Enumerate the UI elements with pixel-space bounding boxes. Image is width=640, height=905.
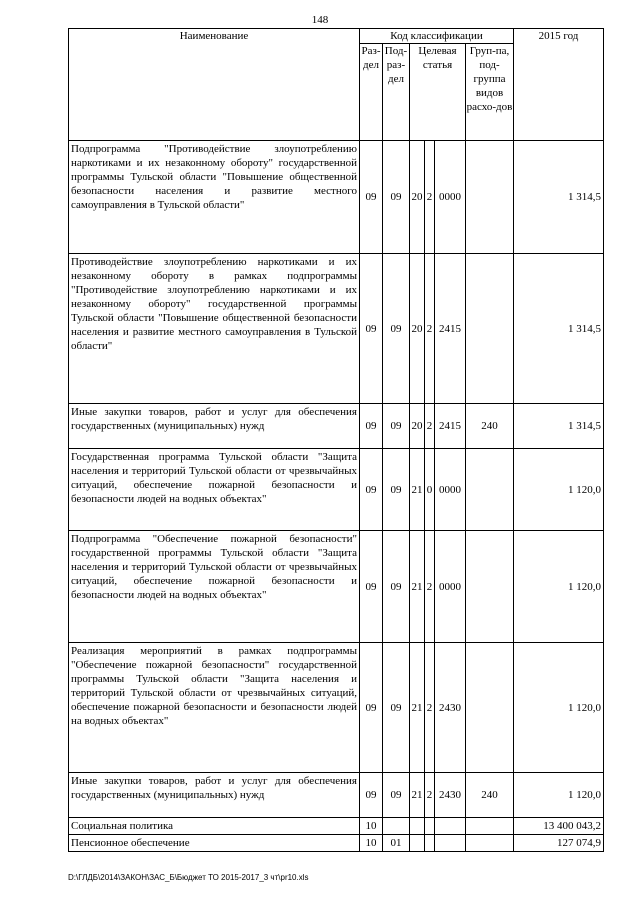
row-razdel: 09 bbox=[360, 449, 383, 531]
row-podrazdel: 09 bbox=[383, 643, 410, 773]
table-row bbox=[69, 404, 604, 449]
row-vid-rashodov: 240 bbox=[466, 773, 514, 818]
row-cs-code: 2415 bbox=[435, 404, 466, 449]
col-header-gruppa: Груп-па, под-группа видов расхо-дов bbox=[466, 44, 514, 141]
file-path-footer: D:\ГЛДБ\2014\ЗАКОН\ЗАС_Б\Бюджет ТО 2015-2017_3 чт\pr10.xls bbox=[68, 873, 309, 882]
row-cs-program bbox=[410, 818, 425, 835]
row-name: Реализация мероприятий в рамках подпрограммы "Обеспечение пожарной безопасности" государственной программы Тульской области "Защита населения и территорий Тульской области от чрезвычайных ситуаций, обеспечение пожарной безопасности и безопасности людей на водных объектах" bbox=[69, 643, 360, 773]
row-vid-rashodov: 240 bbox=[466, 404, 514, 449]
page-number: 148 bbox=[311, 14, 329, 26]
row-cs-program: 21 bbox=[410, 531, 425, 643]
row-vid-rashodov bbox=[466, 449, 514, 531]
row-vid-rashodov bbox=[466, 254, 514, 404]
row-razdel: 09 bbox=[360, 254, 383, 404]
row-podrazdel: 09 bbox=[383, 773, 410, 818]
row-podrazdel: 01 bbox=[383, 835, 410, 852]
row-sum: 1 314,5 bbox=[514, 404, 604, 449]
row-cs-code: 0000 bbox=[435, 531, 466, 643]
table-row bbox=[69, 835, 604, 852]
table-row bbox=[69, 531, 604, 643]
table-row bbox=[69, 773, 604, 818]
row-podrazdel: 09 bbox=[383, 531, 410, 643]
table-row bbox=[69, 449, 604, 531]
budget-table bbox=[68, 28, 604, 852]
row-name: Подпрограмма "Обеспечение пожарной безопасности" государственной программы Тульской области "Защита населения и территорий Тульской области от чрезвычайных ситуаций, обеспечение пожарной безопасности и безопасности людей на водных объектах" bbox=[69, 531, 360, 643]
row-vid-rashodov bbox=[466, 818, 514, 835]
row-razdel: 09 bbox=[360, 404, 383, 449]
row-sum: 1 314,5 bbox=[514, 141, 604, 254]
row-cs-code: 2415 bbox=[435, 254, 466, 404]
row-cs-code: 0000 bbox=[435, 449, 466, 531]
row-podrazdel bbox=[383, 818, 410, 835]
row-name: Пенсионное обеспечение bbox=[69, 835, 360, 852]
row-name: Противодействие злоупотреблению наркотиками и их незаконному обороту в рамках подпрограммы "Противодействие злоупотреблению наркотиками и их незаконному обороту" государственной программы Тульской области "Повышение общественной безопасности населения и развитие местного самоуправления в Тульской области" bbox=[69, 254, 360, 404]
col-header-year: 2015 год bbox=[514, 29, 604, 141]
row-podrazdel: 09 bbox=[383, 404, 410, 449]
row-cs-subprogram bbox=[425, 818, 435, 835]
row-cs-program bbox=[410, 835, 425, 852]
row-vid-rashodov bbox=[466, 531, 514, 643]
row-name: Социальная политика bbox=[69, 818, 360, 835]
row-cs-program: 20 bbox=[410, 254, 425, 404]
row-cs-subprogram: 2 bbox=[425, 773, 435, 818]
row-cs-subprogram: 2 bbox=[425, 141, 435, 254]
row-cs-subprogram: 0 bbox=[425, 449, 435, 531]
table-row bbox=[69, 818, 604, 835]
row-vid-rashodov bbox=[466, 835, 514, 852]
row-sum: 1 120,0 bbox=[514, 449, 604, 531]
row-podrazdel: 09 bbox=[383, 449, 410, 531]
row-cs-program: 21 bbox=[410, 643, 425, 773]
row-sum: 1 120,0 bbox=[514, 643, 604, 773]
row-cs-program: 20 bbox=[410, 141, 425, 254]
row-cs-code: 0000 bbox=[435, 141, 466, 254]
row-sum: 13 400 043,2 bbox=[514, 818, 604, 835]
table-row bbox=[69, 643, 604, 773]
col-header-tselevaya: Целевая статья bbox=[410, 44, 466, 141]
row-razdel: 09 bbox=[360, 643, 383, 773]
col-header-code-group: Код классификации bbox=[360, 29, 514, 44]
row-cs-program: 21 bbox=[410, 773, 425, 818]
row-cs-program: 21 bbox=[410, 449, 425, 531]
row-podrazdel: 09 bbox=[383, 254, 410, 404]
row-sum: 1 120,0 bbox=[514, 531, 604, 643]
row-razdel: 10 bbox=[360, 835, 383, 852]
row-cs-code: 2430 bbox=[435, 643, 466, 773]
row-name: Иные закупки товаров, работ и услуг для обеспечения государственных (муниципальных) нужд bbox=[69, 773, 360, 818]
row-sum: 1 314,5 bbox=[514, 254, 604, 404]
row-razdel: 09 bbox=[360, 773, 383, 818]
row-vid-rashodov bbox=[466, 643, 514, 773]
row-cs-program: 20 bbox=[410, 404, 425, 449]
col-header-podrazdel: Под-раз-дел bbox=[383, 44, 410, 141]
row-cs-subprogram: 2 bbox=[425, 531, 435, 643]
row-razdel: 09 bbox=[360, 141, 383, 254]
row-cs-subprogram: 2 bbox=[425, 404, 435, 449]
row-name: Подпрограмма "Противодействие злоупотреблению наркотиками и их незаконному обороту" государственной программы Тульской области "Повышение общественной безопасности населения и развитие местного самоуправления в Тульской области" bbox=[69, 141, 360, 254]
row-razdel: 09 bbox=[360, 531, 383, 643]
table-row bbox=[69, 254, 604, 404]
row-razdel: 10 bbox=[360, 818, 383, 835]
row-cs-subprogram: 2 bbox=[425, 254, 435, 404]
row-cs-subprogram bbox=[425, 835, 435, 852]
table-row bbox=[69, 141, 604, 254]
row-cs-code: 2430 bbox=[435, 773, 466, 818]
row-vid-rashodov bbox=[466, 141, 514, 254]
row-cs-subprogram: 2 bbox=[425, 643, 435, 773]
row-name: Иные закупки товаров, работ и услуг для обеспечения государственных (муниципальных) нужд bbox=[69, 404, 360, 449]
row-cs-code bbox=[435, 818, 466, 835]
row-sum: 127 074,9 bbox=[514, 835, 604, 852]
row-podrazdel: 09 bbox=[383, 141, 410, 254]
col-header-razdel: Раз-дел bbox=[360, 44, 383, 141]
row-name: Государственная программа Тульской области "Защита населения и территорий Тульской области от чрезвычайных ситуаций, обеспечение пожарной безопасности и безопасности людей на водных объектах" bbox=[69, 449, 360, 531]
col-header-name: Наименование bbox=[69, 29, 360, 141]
row-sum: 1 120,0 bbox=[514, 773, 604, 818]
row-cs-code bbox=[435, 835, 466, 852]
